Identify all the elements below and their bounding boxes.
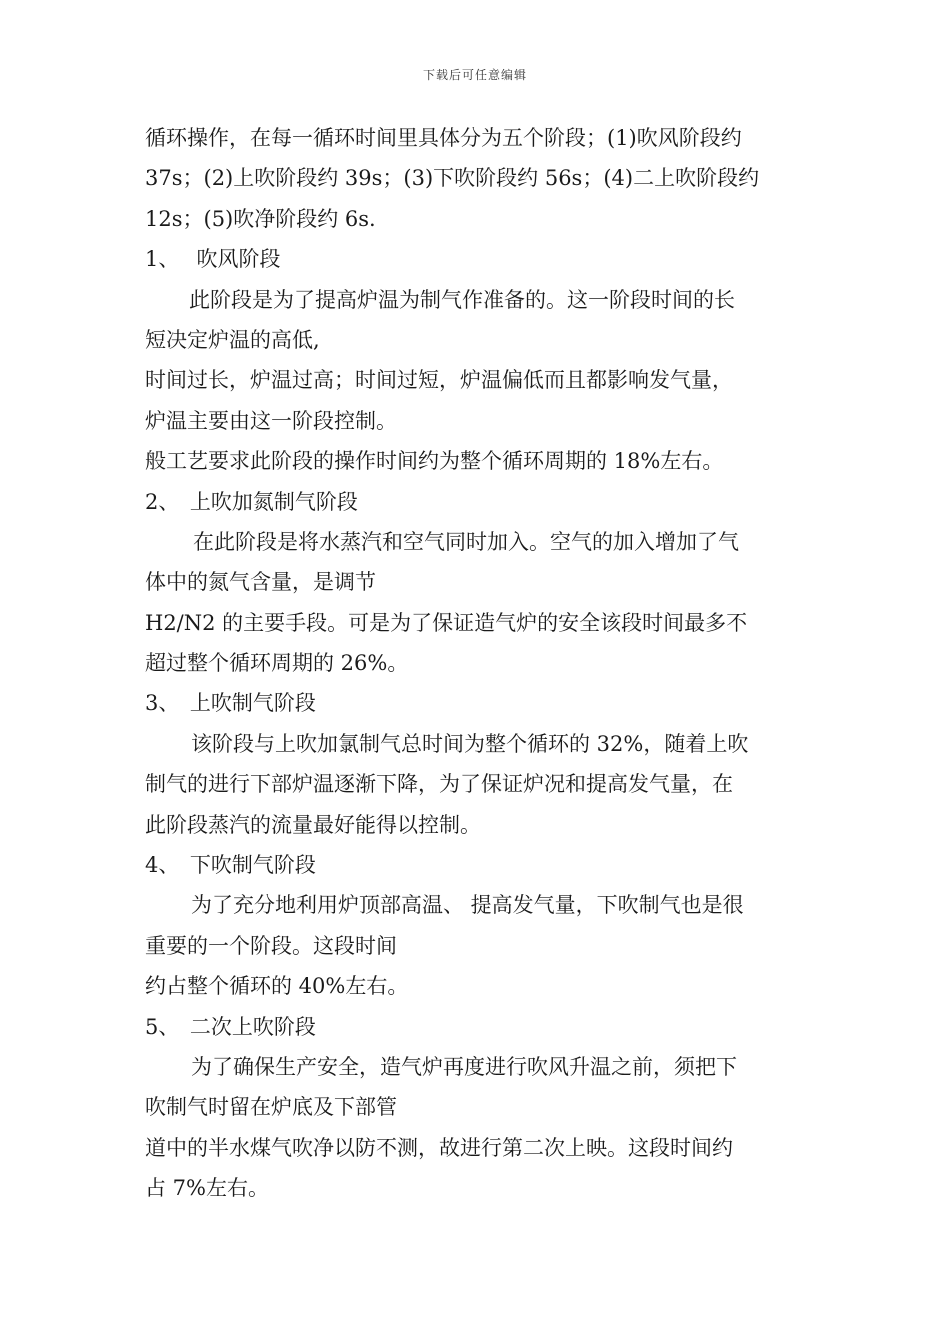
section-heading-1: 1、 吹风阶段 [145, 247, 281, 272]
body-line: 制气的进行下部炉温逐渐下降，为了保证炉况和提高发气量，在 [145, 772, 733, 797]
body-line: 体中的氮气含量，是调节 [145, 570, 376, 595]
document-body [145, 118, 810, 1209]
page-header: 下载后可任意编辑 [422, 68, 527, 82]
body-line: 12s；(5)吹净阶段约 6s. [145, 206, 376, 231]
body-line: 循环操作，在每一循环时间里具体分为五个阶段；(1)吹风阶段约 [145, 126, 742, 150]
paragraph-first-line: 该阶段与上吹加氯制气总时间为整个循环的 32%，随着上吹 [191, 731, 749, 756]
section-heading-3: 3、 上吹制气阶段 [145, 691, 316, 716]
paragraph-first-line: 为了充分地利用炉顶部高温、 提高发气量，下吹制气也是很 [191, 893, 744, 918]
paragraph-first-line: 在此阶段是将水蒸汽和空气同时加入。空气的加入增加了气 [193, 529, 739, 554]
body-line: H2/N2 的主要手段。可是为了保证造气炉的安全该段时间最多不 [145, 610, 748, 635]
section-heading-5: 5、 二次上吹阶段 [145, 1014, 316, 1039]
body-line: 时间过长，炉温过高；时间过短，炉温偏低而且都影响发气量， [145, 368, 733, 393]
body-line: 约占整个循环的 40%左右。 [145, 974, 409, 999]
body-line: 短决定炉温的高低, [145, 327, 320, 352]
body-line: 占 7%左右。 [145, 1176, 269, 1201]
section-heading-2: 2、 上吹加氮制气阶段 [145, 489, 358, 514]
body-line: 超过整个循环周期的 26%。 [145, 651, 409, 676]
body-line: 重要的一个阶段。这段时间 [145, 933, 397, 958]
body-line: 37s；(2)上吹阶段约 39s；(3)下吹阶段约 56s；(4)二上吹阶段约 [145, 166, 760, 191]
body-line: 此阶段蒸汽的流量最好能得以控制。 [145, 812, 481, 837]
body-line: 道中的半水煤气吹净以防不测，故进行第二次上映。这段时间约 [145, 1135, 733, 1160]
paragraph-first-line: 此阶段是为了提高炉温为制气作准备的。这一阶段时间的长 [189, 287, 735, 312]
section-heading-4: 4、 下吹制气阶段 [145, 853, 316, 878]
body-line: 般工艺要求此阶段的操作时间约为整个循环周期的 18%左右。 [145, 449, 724, 474]
body-line: 吹制气时留在炉底及下部管 [145, 1095, 397, 1120]
paragraph-first-line: 为了确保生产安全，造气炉再度进行吹风升温之前，须把下 [191, 1054, 737, 1079]
body-line: 炉温主要由这一阶段控制。 [145, 408, 397, 433]
